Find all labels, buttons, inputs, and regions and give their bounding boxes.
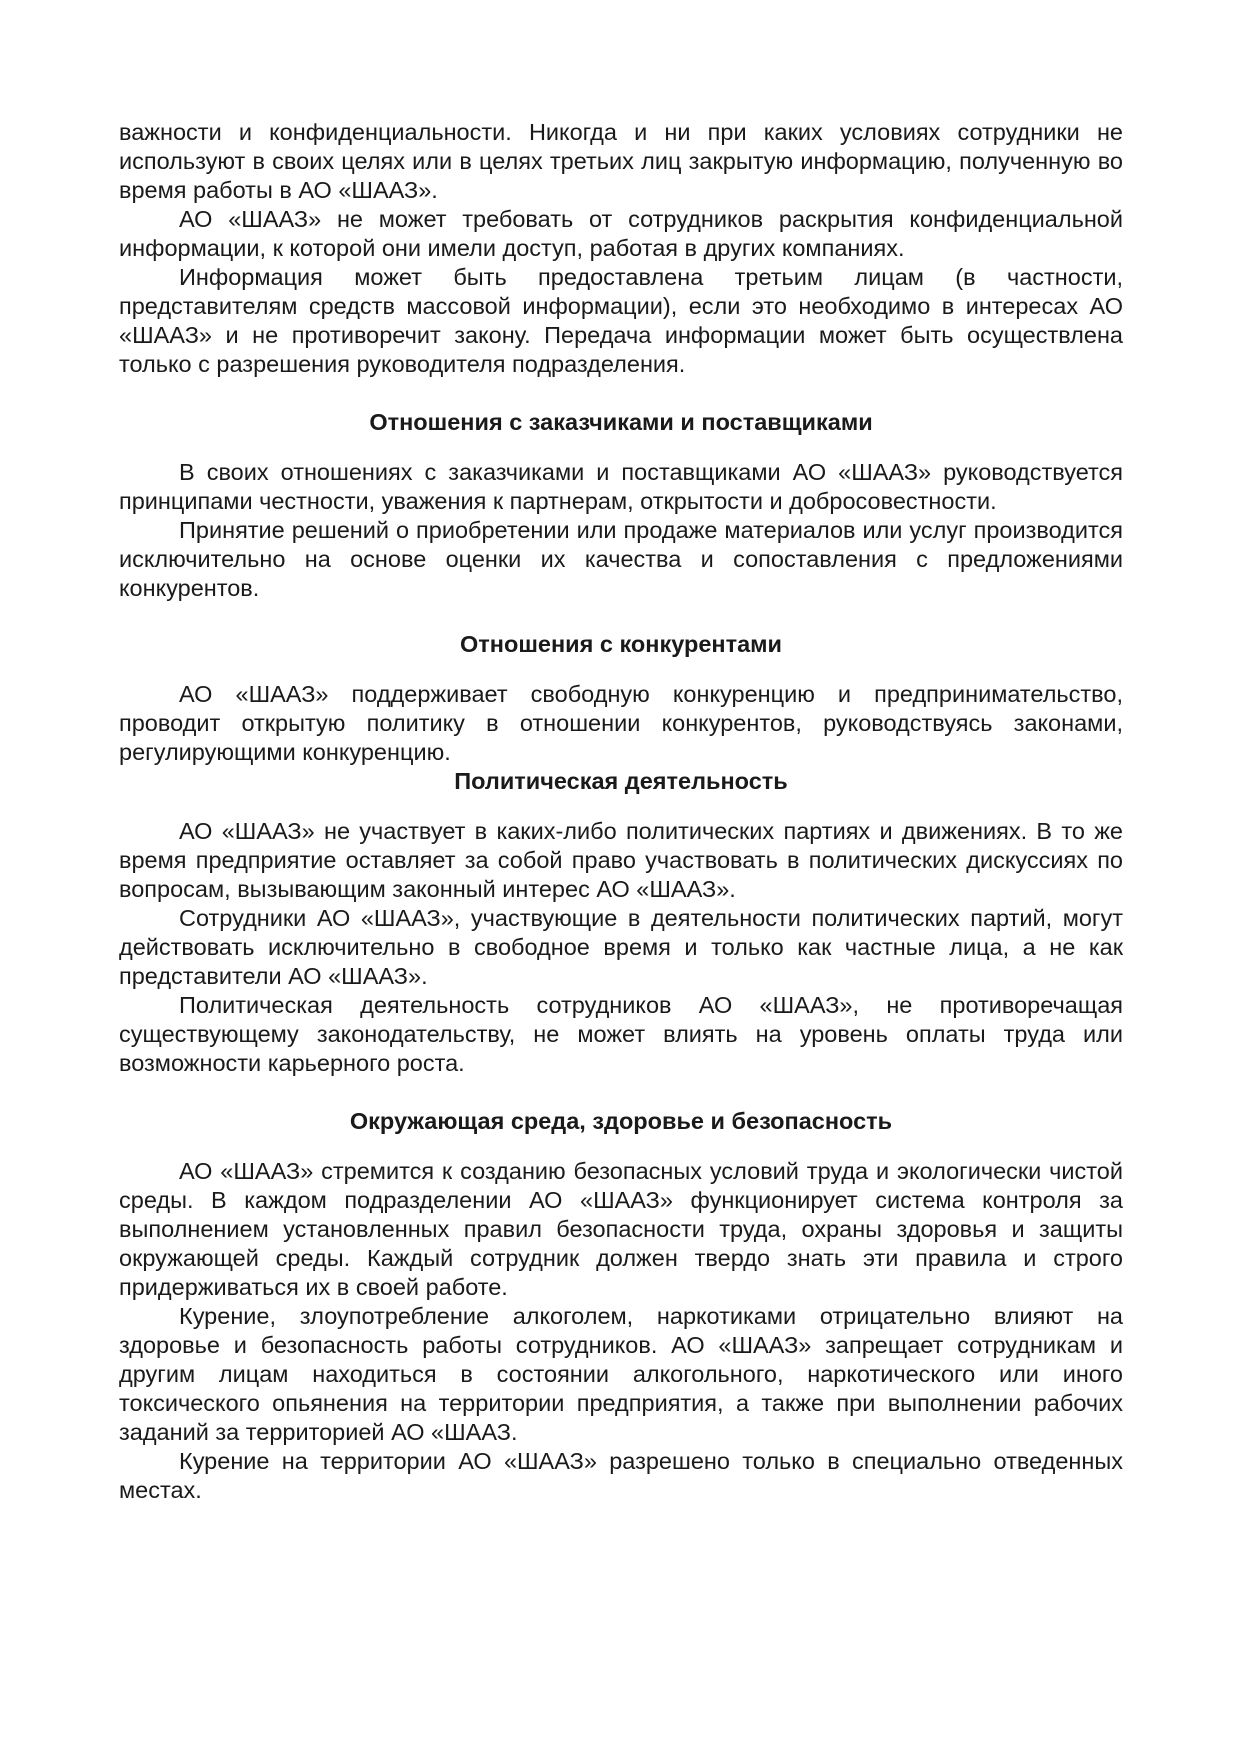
paragraph: АО «ШААЗ» стремится к созданию безопасных условий труда и экологически чистой среды. В каждом подразделении АО «ШААЗ» функционирует система контроля за выполнением установленных правил безопасности труда, охраны здоровья и защиты окружающей среды. Каждый сотрудник должен твердо знать эти правила и строго придерживаться их в своей работе.: [119, 1158, 1123, 1300]
document-page: [119, 118, 1123, 1505]
paragraph: важности и конфиденциальности. Никогда и ни при каких условиях сотрудники не используют в своих целях или в целях третьих лиц закрытую информацию, полученную во время работы в АО «ШААЗ».: [119, 119, 1123, 203]
section-confidentiality: [119, 118, 1123, 379]
section-competitors: [119, 630, 1123, 767]
paragraph: Сотрудники АО «ШААЗ», участвующие в деятельности политических партий, могут действовать исключительно в свободное время и только как частные лица, а не как представители АО «ШААЗ».: [119, 905, 1123, 989]
section-customers-suppliers: [119, 408, 1123, 603]
paragraph: АО «ШААЗ» поддерживает свободную конкуренцию и предпринимательство, проводит открытую политику в отношении конкурентов, руководствуясь законами, регулирующими конкуренцию.: [119, 681, 1123, 765]
paragraph: Принятие решений о приобретении или продаже материалов или услуг производится исключительно на основе оценки их качества и сопоставления с предложениями конкурентов.: [119, 517, 1123, 601]
paragraph: Информация может быть предоставлена третьим лицам (в частности, представителям средств массовой информации), если это необходимо в интересах АО «ШААЗ» и не противоречит закону. Передача информации может быть осуществлена только с разрешения руководителя подразделения.: [119, 264, 1123, 377]
paragraph: АО «ШААЗ» не участвует в каких-либо политических партиях и движениях. В то же время предприятие оставляет за собой право участвовать в политических дискуссиях по вопросам, вызывающим законный интерес АО «ШААЗ».: [119, 818, 1123, 902]
paragraph: АО «ШААЗ» не может требовать от сотрудников раскрытия конфиденциальной информации, к которой они имели доступ, работая в других компаниях.: [119, 206, 1123, 261]
section-heading: Отношения с конкурентами: [459, 631, 783, 657]
paragraph: В своих отношениях с заказчиками и поставщиками АО «ШААЗ» руководствуется принципами честности, уважения к партнерам, открытости и добросовестности.: [119, 459, 1123, 514]
section-heading: Политическая деятельность: [454, 768, 788, 794]
paragraph: Курение на территории АО «ШААЗ» разрешено только в специально отведенных местах.: [119, 1448, 1123, 1503]
paragraph: Политическая деятельность сотрудников АО «ШААЗ», не противоречащая существующему законодательству, не может влиять на уровень оплаты труда или возможности карьерного роста.: [119, 992, 1123, 1076]
section-heading: Окружающая среда, здоровье и безопасность: [349, 1108, 893, 1134]
section-heading: Отношения с заказчиками и поставщиками: [369, 409, 873, 435]
section-political-activity: [119, 767, 1123, 1078]
paragraph: Курение, злоупотребление алкоголем, наркотиками отрицательно влияют на здоровье и безопасность работы сотрудников. АО «ШААЗ» запрещает сотрудникам и другим лицам находиться в состоянии алкогольного, наркотического или иного токсического опьянения на территории предприятия, а также при выполнении рабочих заданий за территорией АО «ШААЗ.: [119, 1303, 1123, 1445]
section-environment-health-safety: [119, 1107, 1123, 1505]
